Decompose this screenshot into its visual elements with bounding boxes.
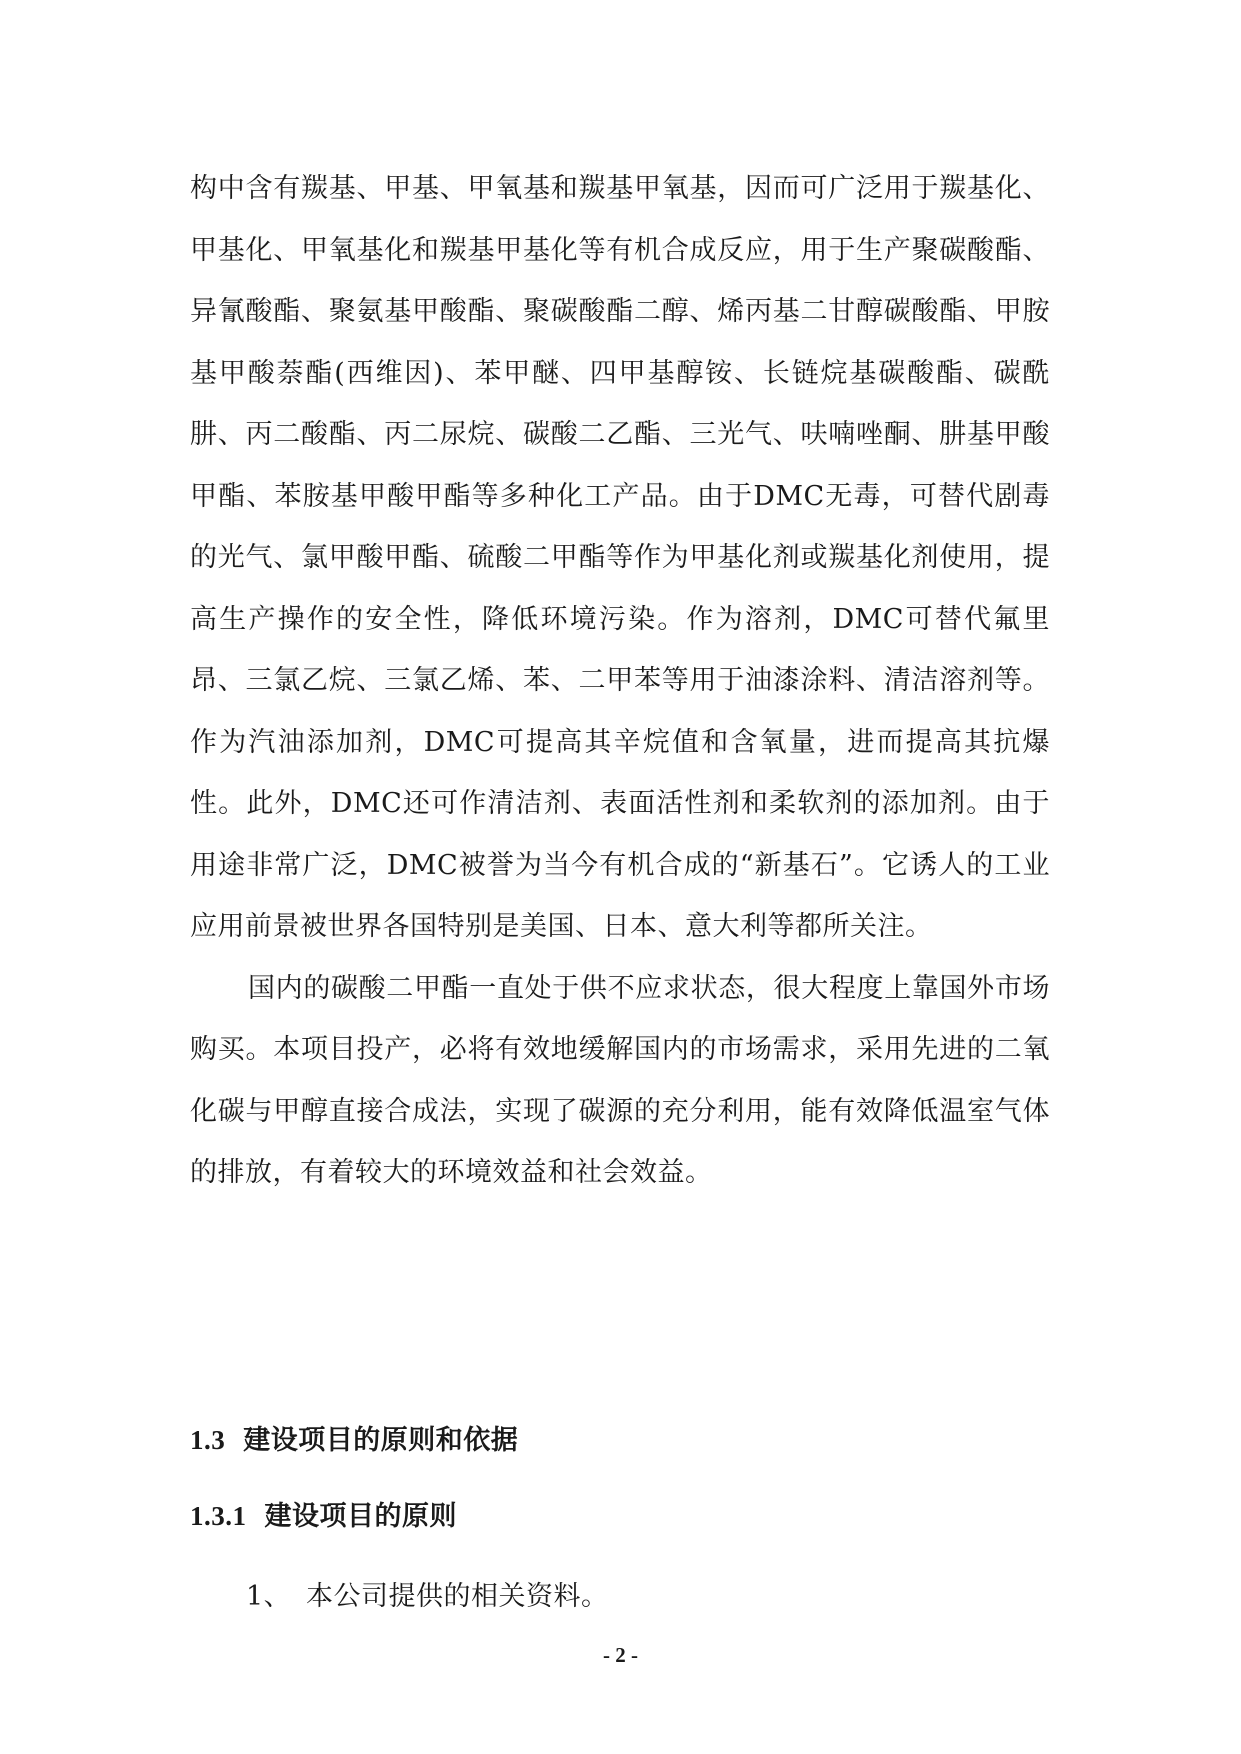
list-marker: 1、 [246, 1581, 292, 1612]
section-heading [190, 1418, 518, 1457]
section-number: 1.3 [190, 1425, 226, 1455]
paragraph-domestic-market: 国内的碳酸二甲酯一直处于供不应求状态，很大程度上靠国外市场购买。本项目投产，必将有效地缓解国内的市场需求，采用先进的二氧化碳与甲醇直接合成法，实现了碳源的充分利用，能有效降低温室气体的排放，有着较大的环境效益和社会效益。 [190, 972, 1050, 1188]
subsection-number: 1.3.1 [190, 1501, 247, 1531]
subsection-heading [190, 1494, 457, 1533]
list-item-text: 本公司提供的相关资料。 [306, 1581, 609, 1612]
paragraph-dmc-applications: 构中含有羰基、甲基、甲氧基和羰基甲氧基，因而可广泛用于羰基化、甲基化、甲氧基化和羰基甲基化等有机合成反应，用于生产聚碳酸酯、异氰酸酯、聚氨基甲酸酯、聚碳酸酯二醇、烯丙基二甘醇碳酸酯、甲胺基甲酸萘酯(西维因)、苯甲醚、四甲基醇铵、长链烷基碳酸酯、碳酰肼、丙二酸酯、丙二尿烷、碳酸二乙酯、三光气、呋喃唑酮、肼基甲酸甲酯、苯胺基甲酸甲酯等多种化工产品。由于DMC无毒，可替代剧毒的光气、氯甲酸甲酯、硫酸二甲酯等作为甲基化剂或羰基化剂使用，提高生产操作的安全性，降低环境污染。作为溶剂，DMC可替代氟里昂、三氯乙烷、三氯乙烯、苯、二甲苯等用于油漆涂料、清洁溶剂等。作为汽油添加剂，DMC可提高其辛烷值和含氧量，进而提高其抗爆性。此外，DMC还可作清洁剂、表面活性剂和柔软剂的添加剂。由于用途非常广泛，DMC被誉为当今有机合成的“新基石”。它诱人的工业应用前景被世界各国特别是美国、日本、意大利等都所关注。 [190, 173, 1050, 942]
subsection-title: 建设项目的原则 [264, 1501, 457, 1531]
body-text [190, 158, 1050, 1204]
page-number: - 2 - [603, 1643, 638, 1667]
section-title: 建设项目的原则和依据 [243, 1425, 519, 1455]
list-item [246, 1574, 609, 1613]
